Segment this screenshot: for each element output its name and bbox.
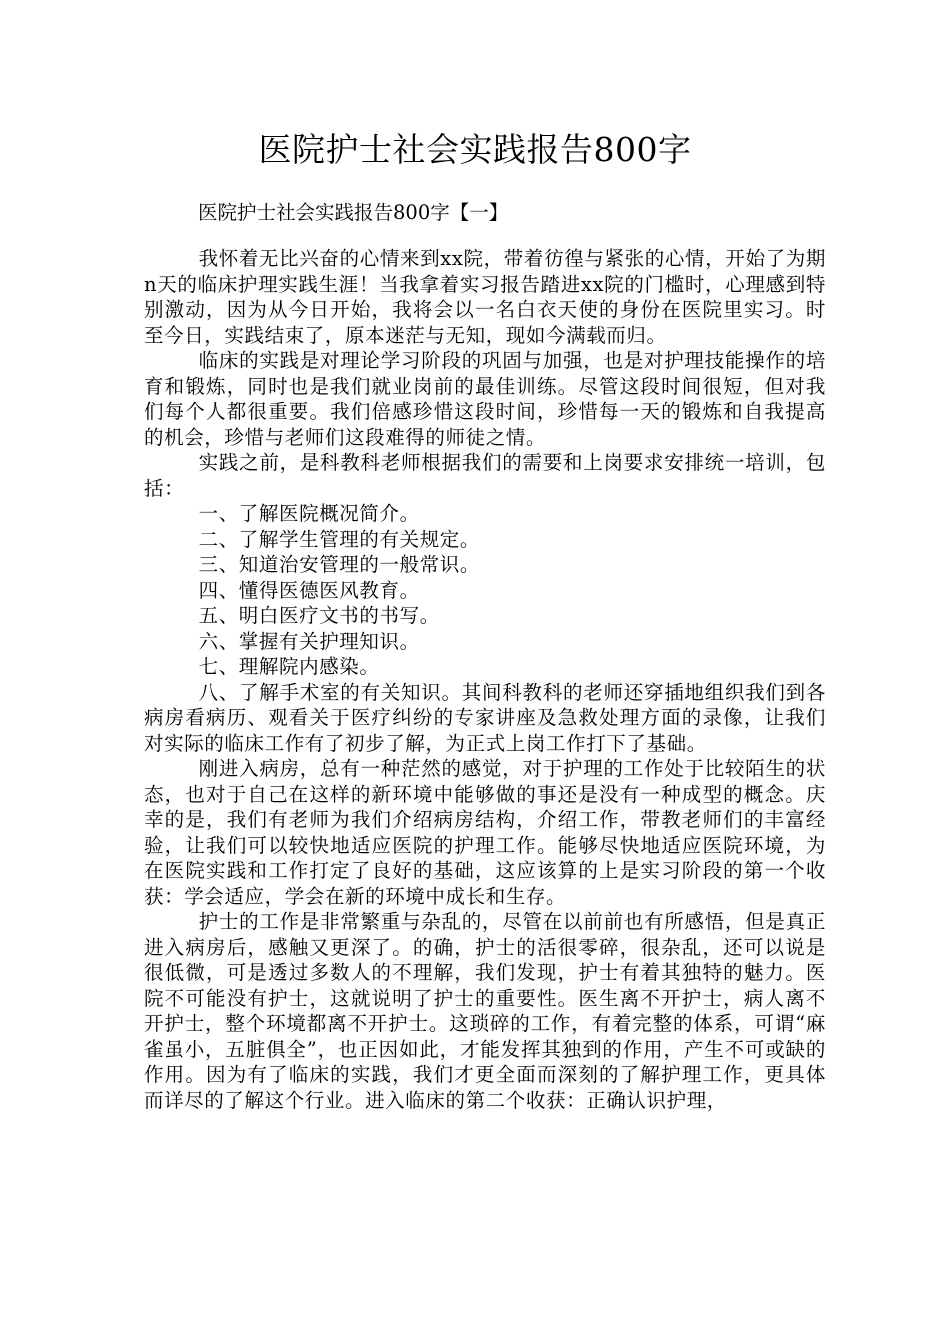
list-item: 五、明白医疗文书的书写。 — [198, 604, 440, 627]
list-item: 一、了解医院概况简介。 — [198, 502, 420, 525]
list-item: 三、知道治安管理的一般常识。 — [198, 553, 480, 576]
list-item: 二、了解学生管理的有关规定。 — [198, 527, 480, 551]
document-title: 医院护士社会实践报告800字 — [258, 130, 692, 169]
paragraph: 八、了解手术室的有关知识。其间科教科的老师还穿插地组织我们到各病房看病历、观看关于医疗纠纷的专家讲座及急救处理方面的录像，让我们对实际的临床工作有了初步了解，为正式上岗工作打下了基础。 — [144, 680, 826, 755]
paragraph: 我怀着无比兴奋的心情来到xx院，带着彷徨与紧张的心情，开始了为期n天的临床护理实践生涯！当我拿着实习报告踏进xx院的门槛时，心理感到特别激动，因为从今日开始，我将会以一名白衣天使的身份在医院里实习。时至今日，实践结束了，原本迷茫与无知，现如今满载而归。 — [144, 247, 826, 347]
list-item: 七、理解院内感染。 — [198, 655, 380, 678]
section-heading: 医院护士社会实践报告800字【一】 — [198, 201, 509, 224]
list-item: 六、掌握有关护理知识。 — [198, 629, 420, 653]
paragraph: 实践之前，是科教科老师根据我们的需要和上岗要求安排统一培训，包括： — [144, 451, 826, 500]
paragraph: 护士的工作是非常繁重与杂乱的，尽管在以前前也有所感悟，但是真正进入病房后，感触又更深了。的确，护士的活很零碎，很杂乱，还可以说是很低微，可是透过多数人的不理解，我们发现，护士有着其独特的魅力。医院不可能没有护士，这就说明了护士的重要性。医生离不开护士，病人离不开护士，整个环境都离不开护士。这琐碎的工作，有着完整的体系，可谓“麻雀虽小，五脏俱全”，也正因如此，才能发挥其独到的作用，产生不可或缺的作用。因为有了临床的实践，我们才更全面而深刻的了解护理工作，更具体而详尽的了解这个行业。进入临床的第二个收获：正确认识护理， — [144, 910, 826, 1112]
list-item: 四、懂得医德医风教育。 — [198, 578, 420, 602]
paragraph: 刚进入病房，总有一种茫然的感觉，对于护理的工作处于比较陌生的状态，也对于自己在这样的新环境中能够做的事还是没有一种成型的概念。庆幸的是，我们有老师为我们介绍病房结构，介绍工作，带教老师们的丰富经验，让我们可以较快地适应医院的护理工作。能够尽快地适应医院环境，为在医院实践和工作打定了良好的基础，这应该算的上是实习阶段的第一个收获：学会适应，学会在新的环境中成长和生存。 — [144, 757, 826, 908]
document-body — [144, 246, 826, 1113]
paragraph: 临床的实践是对理论学习阶段的巩固与加强，也是对护理技能操作的培育和锻炼，同时也是我们就业岗前的最佳训练。尽管这段时间很短，但对我们每个人都很重要。我们倍感珍惜这段时间，珍惜每一天的锻炼和自我提高的机会，珍惜与老师们这段难得的师徒之情。 — [144, 349, 826, 449]
